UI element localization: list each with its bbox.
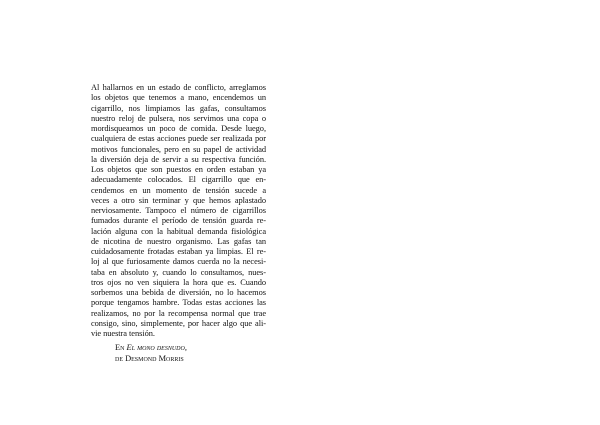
passage-line: sorbemos una bebida de diversión, no lo hacemos [91, 288, 266, 297]
passage-line: lación alguna con la habitual demanda fisiológica [91, 226, 266, 236]
passage-line: tros ojos no ven siquiera la hora que es. Cuando [91, 277, 266, 287]
passage-line: cuidadosamente frotadas estaban ya limpias. El re- [91, 247, 266, 256]
passage-line: la diversión deja de servir a su respectiva función. [91, 154, 266, 164]
passage-line: nerviosamente. Tampoco el número de cigarrillos [91, 206, 266, 215]
book-title: El mono desnudo, [126, 343, 187, 352]
attribution [115, 343, 187, 364]
passage-line: Los objetos que son puestos en orden estaban ya [91, 165, 266, 174]
quote-passage [91, 83, 266, 339]
passage-line: taba en absoluto y, cuando lo consultamos, nues- [91, 267, 266, 277]
passage-line: cigarrillo, nos limpiamos las gafas, consultamos [91, 103, 266, 113]
passage-line: loj al que furiosamente damos cuerda no la necesi- [91, 257, 266, 267]
attribution-source-line [115, 343, 187, 354]
passage-line: cualquiera de estas acciones puede ser realizada por [91, 134, 266, 144]
passage-line: Al hallarnos en un estado de conflicto, arreglamos [91, 83, 266, 92]
author-line: de Desmond Morris [115, 353, 184, 363]
passage-line: porque tengamos hambre. Todas estas acciones las [91, 298, 266, 308]
passage-line: de nicotina de nuestro organismo. Las gafas tan [91, 236, 266, 246]
passage-line: cendemos en un momento de tensión sucede a [91, 185, 266, 195]
passage-line: veces a otro sin terminar y que hemos aplastado [91, 195, 266, 205]
attribution-prefix: En [115, 343, 125, 352]
passage-line: adecuadamente colocados. El cigarrillo que en- [91, 175, 266, 185]
passage-line: consigo, sino, simplemente, por hacer algo que ali- [91, 318, 266, 328]
passage-line: los objetos que tenemos a mano, encendemos un [91, 93, 266, 103]
passage-line: mordisqueamos un poco de comida. Desde luego, [91, 124, 266, 133]
passage-line: fumados durante el período de tensión guarda re- [91, 216, 266, 226]
passage-line: vie nuestra tensión. [91, 329, 155, 338]
passage-line: motivos funcionales, pero en su papel de actividad [91, 144, 266, 154]
passage-line: realizamos, no por la recompensa normal que trae [91, 308, 266, 318]
passage-line: nuestro reloj de pulsera, nos servimos una copa o [91, 113, 266, 123]
